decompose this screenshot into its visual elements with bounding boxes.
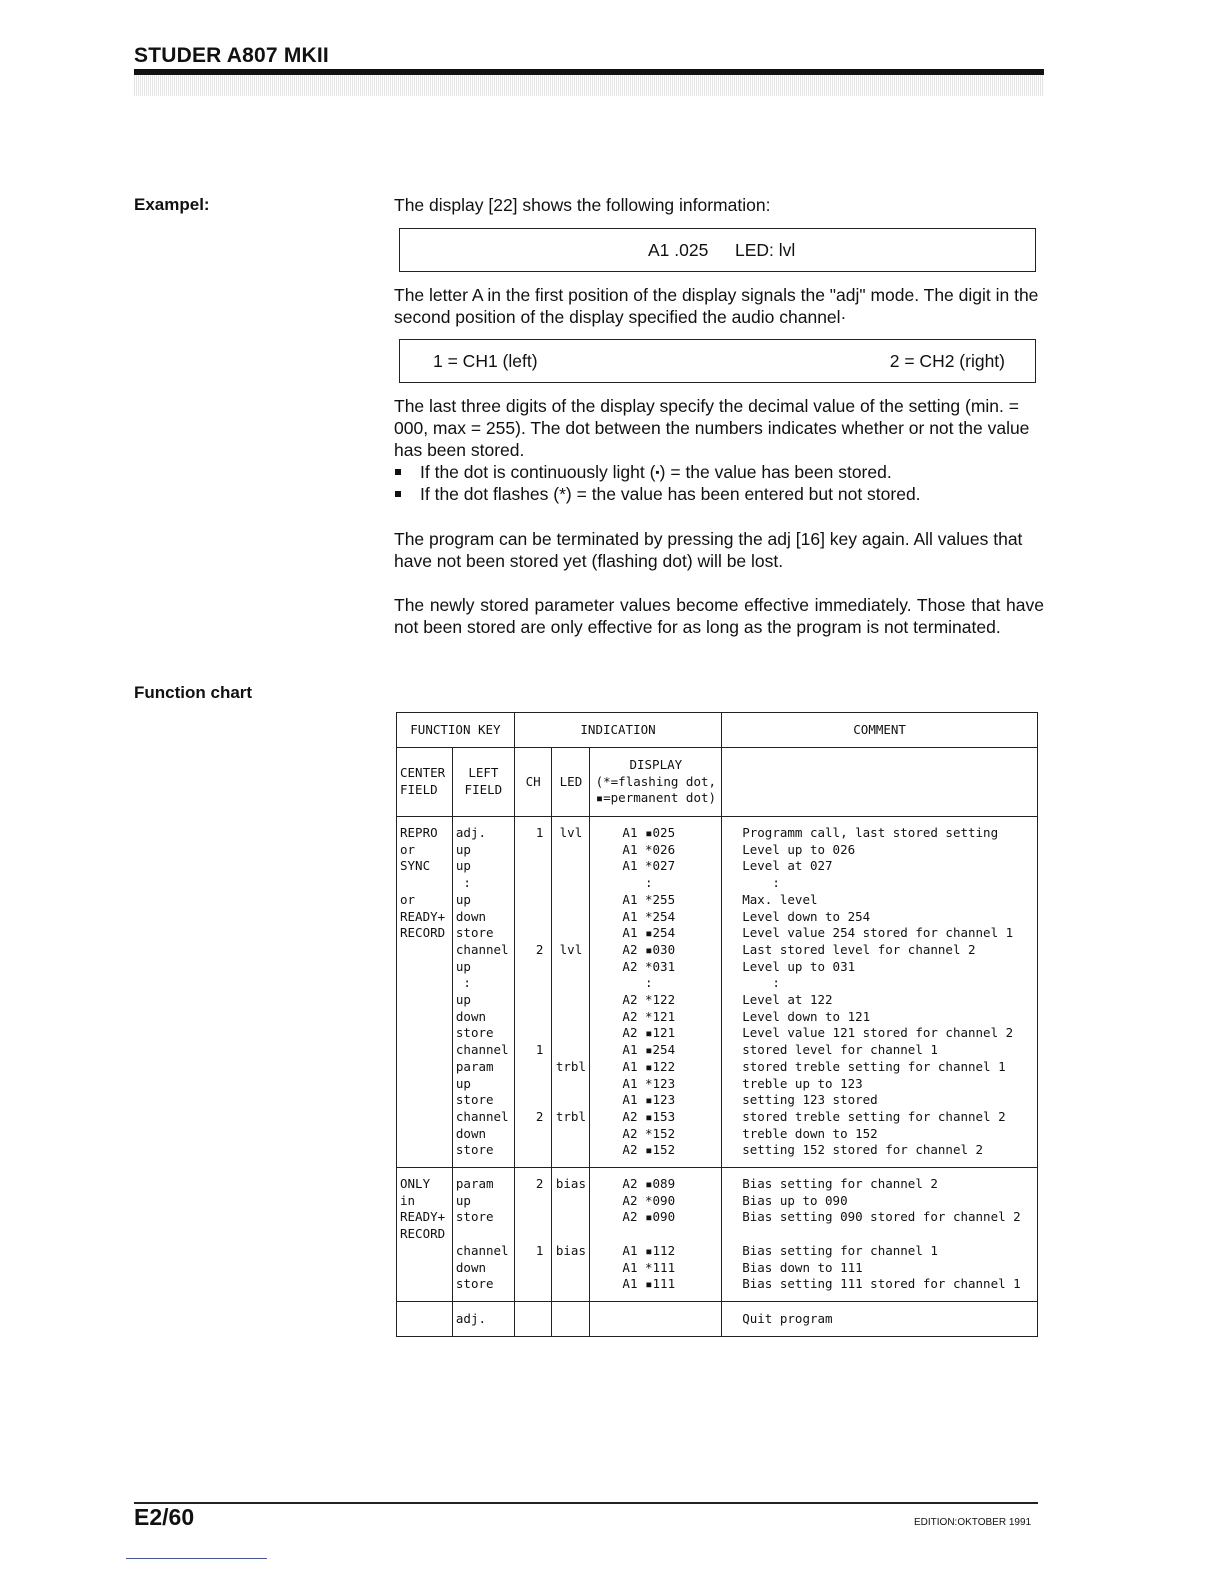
cell-display: A1 ▪254 (590, 925, 722, 942)
cell-left: adj. (452, 1301, 514, 1336)
cell-ch (514, 1301, 552, 1336)
cell-led (552, 992, 590, 1009)
cell-ch (514, 1025, 552, 1042)
cell-comment (722, 1226, 1038, 1243)
cell-led (552, 1276, 590, 1301)
channel-left: 1 = CH1 (left) (433, 351, 538, 371)
paragraph-adj-mode: The letter A in the first position of the display signals the "adj" mode. The digit in the second position of the display specified the audio channel· (394, 285, 1039, 327)
cell-left: up (452, 842, 514, 859)
cell-ch (514, 1276, 552, 1301)
table-row (397, 975, 1038, 992)
cell-comment: Quit program (722, 1301, 1038, 1336)
cell-center (397, 1301, 453, 1336)
cell-center (397, 1076, 453, 1093)
cell-left: up (452, 992, 514, 1009)
cell-display: A2 *121 (590, 1009, 722, 1026)
cell-center (397, 1059, 453, 1076)
cell-led (552, 1142, 590, 1167)
cell-led (552, 1009, 590, 1026)
table-row (397, 1092, 1038, 1109)
cell-comment: setting 152 stored for channel 2 (722, 1142, 1038, 1167)
cell-ch (514, 959, 552, 976)
bullet-text: If the dot is continuously light ( (420, 462, 656, 482)
cell-comment: setting 123 stored (722, 1092, 1038, 1109)
table-row (397, 1193, 1038, 1210)
cell-ch (514, 1126, 552, 1143)
function-chart-table (396, 712, 1038, 1337)
cell-left: up (452, 892, 514, 909)
cell-comment: treble down to 152 (722, 1126, 1038, 1143)
header-indication: INDICATION (514, 713, 721, 748)
cell-display (590, 1301, 722, 1336)
cell-center: READY+ (397, 909, 453, 926)
cell-left: down (452, 909, 514, 926)
cell-led (552, 858, 590, 875)
display-code: A1 .025 (648, 240, 709, 260)
cell-comment: : (722, 975, 1038, 992)
table-row (397, 875, 1038, 892)
cell-center (397, 1042, 453, 1059)
cell-comment: stored treble setting for channel 1 (722, 1059, 1038, 1076)
cell-left: up (452, 1076, 514, 1093)
table-row (397, 909, 1038, 926)
cell-led (552, 1076, 590, 1093)
cell-display: A1 ▪123 (590, 1092, 722, 1109)
display-box (399, 228, 1036, 272)
cell-led (552, 1193, 590, 1210)
page-number: E2/60 (134, 1504, 195, 1530)
table-row (397, 925, 1038, 942)
cell-led (552, 909, 590, 926)
cell-left: store (452, 1209, 514, 1226)
cell-display: : (590, 975, 722, 992)
cell-led: bias (552, 1243, 590, 1260)
cell-ch: 2 (514, 942, 552, 959)
cell-comment: treble up to 123 (722, 1076, 1038, 1093)
cell-comment: Programm call, last stored setting (722, 817, 1038, 842)
paragraph-digits: The last three digits of the display specify the decimal value of the setting (min. = 000, max = 255). The dot between the numbers indicates whether or not the value has been stored. (394, 396, 1030, 460)
subheader-display: DISPLAY (*=flashing dot, ▪=permanent dot) (590, 748, 722, 817)
header-function-key: FUNCTION KEY (397, 713, 515, 748)
cell-led: trbl (552, 1109, 590, 1126)
cell-left: up (452, 858, 514, 875)
cell-center: SYNC (397, 858, 453, 875)
cell-center (397, 1109, 453, 1126)
cell-display: A2 ▪090 (590, 1209, 722, 1226)
cell-center: REPRO (397, 817, 453, 842)
cell-ch (514, 992, 552, 1009)
document-title: STUDER A807 MKII (134, 44, 329, 67)
cell-ch (514, 1142, 552, 1167)
table-row (397, 1059, 1038, 1076)
cell-display: : (590, 875, 722, 892)
example-intro: The display [22] shows the following information: (394, 195, 771, 215)
cell-ch (514, 1009, 552, 1026)
cell-display: A2 ▪152 (590, 1142, 722, 1167)
cell-comment: Level value 254 stored for channel 1 (722, 925, 1038, 942)
cell-center (397, 1276, 453, 1301)
table-row (397, 1168, 1038, 1193)
table-row (397, 1076, 1038, 1093)
table-row (397, 858, 1038, 875)
cell-comment: Max. level (722, 892, 1038, 909)
bullet-square-icon (395, 469, 401, 475)
cell-left: channel (452, 1109, 514, 1126)
cell-led: bias (552, 1168, 590, 1193)
cell-left: up (452, 959, 514, 976)
cell-display: A1 *027 (590, 858, 722, 875)
table-row (397, 959, 1038, 976)
cell-comment: Bias setting 111 stored for channel 1 (722, 1276, 1038, 1301)
cell-led: lvl (552, 817, 590, 842)
cell-display: A1 ▪111 (590, 1276, 722, 1301)
cell-left: param (452, 1059, 514, 1076)
cell-led (552, 1092, 590, 1109)
header-hatch-band (134, 75, 1044, 96)
cell-left: channel (452, 1042, 514, 1059)
paragraph-terminate: The program can be terminated by pressing the adj [16] key again. All values that have not been stored yet (flashing dot) will be lost. (394, 529, 1023, 571)
table-row (397, 1276, 1038, 1301)
display-led: LED: lvl (735, 240, 796, 260)
cell-left: adj. (452, 817, 514, 842)
cell-center (397, 942, 453, 959)
cell-center (397, 1025, 453, 1042)
channel-box (399, 339, 1036, 383)
permanent-dot-symbol: ▪ (655, 465, 660, 479)
cell-left: up (452, 1193, 514, 1210)
cell-ch (514, 1092, 552, 1109)
cell-led (552, 1025, 590, 1042)
cell-comment: Level up to 026 (722, 842, 1038, 859)
table-row (397, 1209, 1038, 1226)
cell-display: A2 *090 (590, 1193, 722, 1210)
cell-left (452, 1226, 514, 1243)
cell-display: A2 *031 (590, 959, 722, 976)
cell-ch (514, 925, 552, 942)
function-chart-body (397, 817, 1038, 1337)
table-row (397, 1042, 1038, 1059)
cell-display: A1 ▪254 (590, 1042, 722, 1059)
cell-comment: : (722, 875, 1038, 892)
cell-center (397, 1009, 453, 1026)
cell-comment: Level down to 254 (722, 909, 1038, 926)
cell-ch (514, 1226, 552, 1243)
cell-display: A1 *254 (590, 909, 722, 926)
cell-led: trbl (552, 1059, 590, 1076)
flashing-dot-symbol: * (559, 484, 566, 504)
cell-comment: Level up to 031 (722, 959, 1038, 976)
cell-left: store (452, 1142, 514, 1167)
table-row (397, 1126, 1038, 1143)
cell-comment: Level value 121 stored for channel 2 (722, 1025, 1038, 1042)
cell-center: RECORD (397, 925, 453, 942)
cell-led (552, 875, 590, 892)
cell-ch (514, 1260, 552, 1277)
bullet-item (394, 483, 1044, 505)
cell-ch (514, 909, 552, 926)
bullet-text: If the dot flashes ( (420, 484, 560, 504)
cell-comment: Bias setting for channel 1 (722, 1243, 1038, 1260)
cell-led (552, 1209, 590, 1226)
cell-display: A2 *152 (590, 1126, 722, 1143)
table-row (397, 1109, 1038, 1126)
cell-display: A1 *255 (590, 892, 722, 909)
cell-comment: Bias setting for channel 2 (722, 1168, 1038, 1193)
cell-ch: 1 (514, 1042, 552, 1059)
cell-display: A1 ▪112 (590, 1243, 722, 1260)
cell-center: or (397, 892, 453, 909)
cell-display: A2 ▪153 (590, 1109, 722, 1126)
table-row (397, 1142, 1038, 1167)
cell-center: ONLY (397, 1168, 453, 1193)
cell-ch (514, 875, 552, 892)
table-row (397, 992, 1038, 1009)
cell-left: channel (452, 942, 514, 959)
cell-ch (514, 1076, 552, 1093)
bullet-square-icon (395, 491, 401, 497)
cell-display: A1 ▪025 (590, 817, 722, 842)
table-row (397, 1243, 1038, 1260)
cell-comment: stored treble setting for channel 2 (722, 1109, 1038, 1126)
cell-center: RECORD (397, 1226, 453, 1243)
table-row (397, 1226, 1038, 1243)
bullet-text: ) = the value has been entered but not stored. (565, 484, 921, 504)
table-row (397, 842, 1038, 859)
cell-comment: stored level for channel 1 (722, 1042, 1038, 1059)
edition-label: EDITION:OKTOBER 1991 (914, 1517, 1032, 1528)
cell-center: READY+ (397, 1209, 453, 1226)
cell-comment: Level at 027 (722, 858, 1038, 875)
table-row (397, 1301, 1038, 1336)
cell-ch: 1 (514, 1243, 552, 1260)
cell-left: channel (452, 1243, 514, 1260)
cell-led (552, 1301, 590, 1336)
cell-ch: 1 (514, 817, 552, 842)
cell-ch (514, 842, 552, 859)
cell-led (552, 1126, 590, 1143)
cell-comment: Bias setting 090 stored for channel 2 (722, 1209, 1038, 1226)
cell-center (397, 875, 453, 892)
cell-comment: Level down to 121 (722, 1009, 1038, 1026)
function-chart-label: Function chart (134, 683, 253, 702)
cell-center (397, 1092, 453, 1109)
paragraph-effective: The newly stored parameter values become effective immediately. Those that have not been stored are only effective for as long as the program is not terminated. (394, 595, 1044, 637)
bullet-list (394, 461, 1044, 505)
table-row (397, 892, 1038, 909)
table-row (397, 1025, 1038, 1042)
cell-left: param (452, 1168, 514, 1193)
table-row (397, 1260, 1038, 1277)
cell-ch: 2 (514, 1109, 552, 1126)
cell-center: in (397, 1193, 453, 1210)
cell-center: or (397, 842, 453, 859)
cell-display: A1 *026 (590, 842, 722, 859)
subheader-left-field: LEFT FIELD (452, 748, 514, 817)
cell-ch (514, 1059, 552, 1076)
cell-left: store (452, 925, 514, 942)
footer-link-line (126, 1558, 267, 1559)
cell-ch (514, 858, 552, 875)
cell-display: A2 ▪089 (590, 1168, 722, 1193)
subheader-center-field: CENTER FIELD (397, 748, 453, 817)
cell-led (552, 1226, 590, 1243)
cell-display: A2 *122 (590, 992, 722, 1009)
cell-comment: Bias up to 090 (722, 1193, 1038, 1210)
cell-display: A1 ▪122 (590, 1059, 722, 1076)
cell-left: : (452, 875, 514, 892)
cell-led (552, 842, 590, 859)
cell-ch (514, 892, 552, 909)
cell-display: A1 *111 (590, 1260, 722, 1277)
cell-center (397, 1260, 453, 1277)
cell-led (552, 1260, 590, 1277)
cell-display: A1 *123 (590, 1076, 722, 1093)
cell-display: A2 ▪030 (590, 942, 722, 959)
example-label: Exampel: (134, 195, 210, 214)
cell-left: down (452, 1009, 514, 1026)
cell-center (397, 975, 453, 992)
cell-left: : (452, 975, 514, 992)
subheader-comment-blank (722, 748, 1038, 817)
cell-display (590, 1226, 722, 1243)
cell-center (397, 1243, 453, 1260)
table-row (397, 942, 1038, 959)
subheader-ch: CH (514, 748, 552, 817)
cell-comment: Level at 122 (722, 992, 1038, 1009)
table-row (397, 1009, 1038, 1026)
cell-left: store (452, 1025, 514, 1042)
cell-led (552, 975, 590, 992)
cell-ch (514, 1209, 552, 1226)
cell-center (397, 992, 453, 1009)
channel-right: 2 = CH2 (right) (889, 351, 1005, 371)
cell-left: down (452, 1260, 514, 1277)
cell-left: down (452, 1126, 514, 1143)
cell-led (552, 959, 590, 976)
table-row (397, 817, 1038, 842)
cell-center (397, 959, 453, 976)
bullet-text: ) = the value has been stored. (659, 462, 892, 482)
cell-comment: Bias down to 111 (722, 1260, 1038, 1277)
cell-led: lvl (552, 942, 590, 959)
cell-comment: Last stored level for channel 2 (722, 942, 1038, 959)
cell-display: A2 ▪121 (590, 1025, 722, 1042)
cell-ch (514, 1193, 552, 1210)
cell-left: store (452, 1276, 514, 1301)
footer-rule (134, 1502, 1038, 1504)
cell-ch (514, 975, 552, 992)
cell-left: store (452, 1092, 514, 1109)
subheader-led: LED (552, 748, 590, 817)
header-comment: COMMENT (722, 713, 1038, 748)
cell-center (397, 1142, 453, 1167)
cell-led (552, 1042, 590, 1059)
cell-ch: 2 (514, 1168, 552, 1193)
bullet-item (394, 461, 1044, 483)
cell-center (397, 1126, 453, 1143)
cell-led (552, 892, 590, 909)
cell-led (552, 925, 590, 942)
